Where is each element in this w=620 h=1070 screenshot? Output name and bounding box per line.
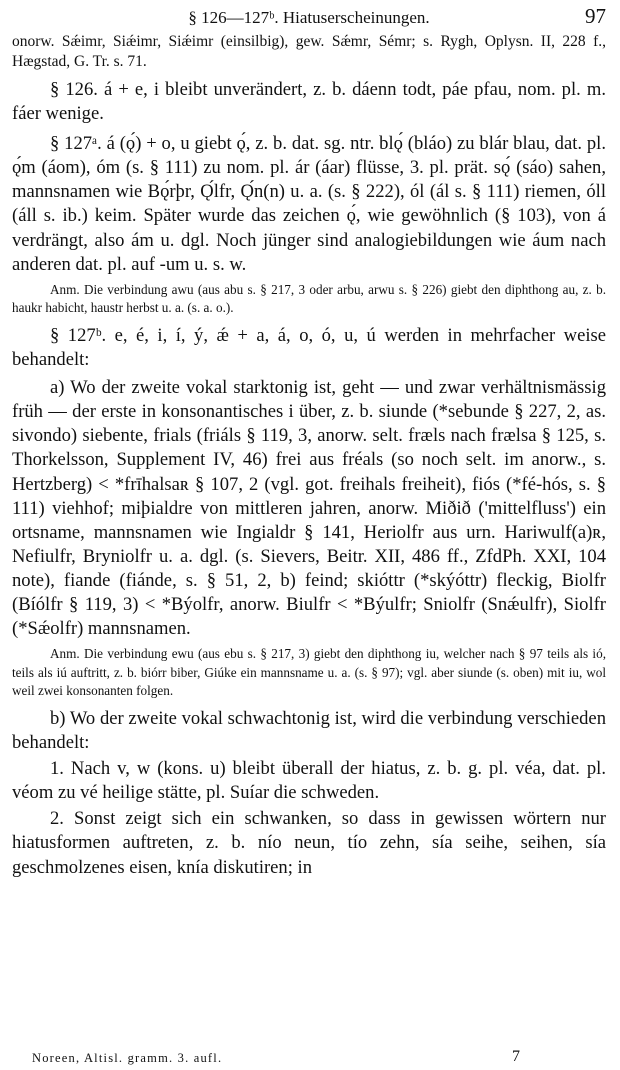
rule-b2-paragraph: 2. Sonst zeigt sich ein schwanken, so dass in gewissen wörtern nur hiatusformen auftreten, z. b. nío neun, tío zehn, sía seihe, seihen, sía geschmolzenes eisen, knía diskutiren; in — [12, 808, 606, 878]
section-127a: § 127ᵃ. á (ǫ́) + o, u giebt ǫ́, z. b. dat. sg. ntr. blǫ́ (bláo) zu blár blau, dat. pl. ǫ́m (áom), óm (s. § 111) zu nom. pl. ár (áar) flüsse, 3. pl. prät. sǫ́ (sáo) sahen, mannsnamen wie Bǫ́rþr, Ǫ́lfr, Ǫ́n(n) u. a. (s. § 222), ól (ál s. § 111) riemen, óll (áll s. ib.) keim. Später wurde das zeichen ǫ́, wie gewöhnlich (§ 103), von á verdrängt, also ám u. dgl. Noch jünger sind analogiebildungen wie áum nach anderen dat. pl. auf -um u. s. w. — [12, 133, 606, 275]
signature-text: Noreen, Altisl. gramm. 3. aufl. — [32, 1051, 223, 1065]
signature-mark: 7 — [512, 1048, 520, 1065]
rule-b-paragraph: b) Wo der zweite vokal schwachtonig ist, wird die verbindung verschieden behandelt: — [12, 707, 606, 754]
page-number: 97 — [585, 4, 606, 28]
rule-b1-paragraph: 1. Nach v, w (kons. u) bleibt überall der hiatus, z. b. g. pl. véa, dat. pl. véom zu vé heilige stätte, pl. Suíar die schweden. — [12, 758, 606, 804]
section-126: § 126. á + e, i bleibt unverändert, z. b. dáenn todt, páe pfau, nom. pl. m. fáer wenige. — [12, 79, 606, 125]
running-header — [12, 4, 606, 32]
running-title: § 126—127ᵇ. Hiatuserscheinungen. — [188, 8, 430, 27]
signature-line — [32, 1048, 520, 1066]
rule-a-paragraph: a) Wo der zweite vokal starktonig ist, geht — und zwar verhältnismässig früh — der erste in konsonantisches i über, z. b. siunde (*sebunde § 227, 2, as. sivondo) siebente, frials (friáls § 119, 3, anorw. selt. fræls nach frælsa § 125, s. Thorkelsson, Supplement IV, 46) frei aus fréals (so noch selt. im anorw., s. Hertzberg) < *frīhalsaʀ § 107, 2 (vgl. got. freihals freiheit), fiós (*fé-hós, s. § 111) viehhof; miþialdre von mittleren jahren, anorw. Miðið ('mittelfluss') ein ortsname, mannsnamen wie Ingialdr § 141, Heriolfr aus urn. Hariwulf(a)ʀ, Nefiulfr, Bryniolfr u. a. dgl. (s. Sievers, Beitr. XII, 486 ff., ZfdPh. XXI, 104 note), fiande (fiánde, s. § 51, 2, b) feind; skióttr (*skýóttr) fleckig, Biolfr (Bíólfr § 119, 3) < *Býolfr, anorw. Biulfr < *Býulfr; Sniolfr (Snǽulfr), Siolfr (*Sǽolfr) mannsnamen. — [12, 377, 606, 640]
section-127b: § 127ᵇ. e, é, i, í, ý, ǽ + a, á, o, ó, u, ú werden in mehrfacher weise behandelt: — [12, 324, 606, 371]
continued-paragraph: onorw. Sǽimr, Siǽimr, Siǽimr (einsilbig), gew. Sǽmr, Sémr; s. Rygh, Oplysn. II, 228 f., Hægstad, G. Tr. s. 71. — [12, 33, 606, 70]
note-127b: Anm. Die verbindung ewu (aus ebu s. § 217, 3) giebt den diphthong iu, welcher nach § 97 teils als ió, teils als iú auftritt, z. b. biórr biber, Giúke ein mannsname u. a. (s. § 97); vgl. aber siunde (s. oben) mit iu, wol weil zwei konsonanten folgen. — [12, 646, 606, 699]
note-127a: Anm. Die verbindung awu (aus abu s. § 217, 3 oder arbu, arwu s. § 226) giebt den diphthong au, z. b. haukr habicht, haustr herbst u. a. (s. a. o.). — [12, 281, 606, 316]
